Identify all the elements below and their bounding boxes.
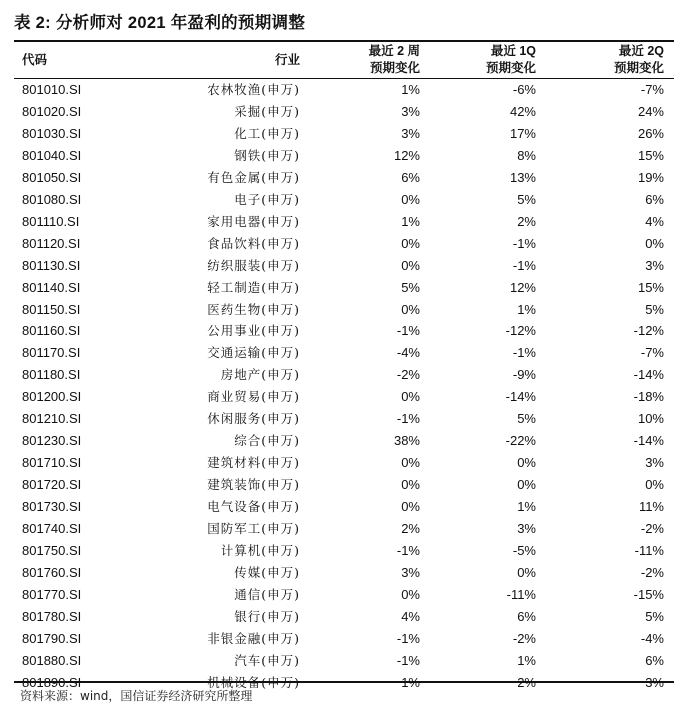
cell-recent-1q: -1% [512,345,536,361]
cell-industry: 电气设备(申万) [207,499,300,515]
cell-code: 801180.SI [22,367,81,383]
table-row [14,101,674,123]
cell-recent-2q: 26% [637,125,664,141]
cell-recent-2q: -15% [633,586,664,602]
cell-code: 801790.SI [22,630,82,646]
cell-industry: 纺织服装(申万) [207,257,300,273]
cell-recent-2q: 15% [637,279,664,295]
cell-code: 801880.SI [22,652,82,668]
cell-code: 801750.SI [22,543,82,559]
cell-recent-1q: 12% [509,279,536,295]
cell-recent-2q: 6% [645,652,664,668]
cell-code: 801770.SI [22,586,82,602]
cell-industry: 轻工制造(申万) [207,279,300,295]
cell-recent-1q: 2% [517,213,536,229]
cell-code: 801740.SI [22,521,82,537]
cell-industry: 非银金融(申万) [207,630,300,646]
cell-recent-2-weeks: 0% [401,477,420,493]
cell-code: 801040.SI [22,147,82,163]
header-recent-1q-line1: 最近 1Q [490,44,536,58]
table-row [14,167,674,189]
header-code: 代码 [22,53,48,67]
cell-recent-2q: -4% [640,630,664,646]
table-row [14,211,674,233]
table-row [14,277,674,299]
header-recent-2-weeks-line2: 预期变化 [369,61,420,75]
cell-code: 801200.SI [22,389,82,405]
table-row [14,299,674,321]
cell-recent-1q: -11% [506,586,536,602]
cell-industry: 医药生物(申万) [207,301,300,317]
cell-recent-1q: -2% [512,630,536,646]
cell-recent-1q: 5% [517,411,536,427]
header-industry: 行业 [274,53,300,67]
cell-recent-2-weeks: -1% [396,323,420,339]
cell-code: 801020.SI [22,103,82,119]
cell-recent-2-weeks: -4% [396,345,420,361]
cell-code: 801110.SI [22,213,80,229]
cell-recent-2q: 0% [645,477,664,493]
cell-code: 801150.SI [22,301,81,317]
cell-code: 801140.SI [22,279,81,295]
cell-code: 801010.SI [22,82,82,97]
cell-code: 801080.SI [22,191,82,207]
cell-recent-2q: -7% [640,345,664,361]
cell-industry: 农林牧渔(申万) [207,82,300,97]
table-row [14,518,674,540]
cell-recent-2q: 24% [637,103,664,119]
cell-recent-2q: -2% [640,521,664,537]
cell-recent-1q: 1% [517,301,536,317]
cell-recent-2-weeks: 3% [401,103,420,119]
cell-industry: 房地产(申万) [220,367,300,383]
cell-recent-2-weeks: 0% [401,586,420,602]
cell-industry: 钢铁(申万) [234,147,300,163]
cell-code: 801230.SI [22,433,82,449]
cell-industry: 家用电器(申万) [207,213,300,229]
cell-recent-2-weeks: -1% [396,630,420,646]
cell-recent-2q: -7% [640,82,664,97]
table-row [14,255,674,277]
cell-recent-2-weeks [314,672,420,694]
table-row [14,540,674,562]
cell-recent-1q: 1% [517,652,536,668]
table-row [14,123,674,145]
table-row [14,233,674,255]
cell-recent-1q: -22% [505,433,536,449]
cell-recent-2q: 4% [645,213,664,229]
cell-recent-1q [434,672,536,694]
table-row [14,474,674,496]
cell-recent-2-weeks: 6% [401,169,420,185]
cell-industry: 计算机(申万) [220,543,300,559]
cell-recent-2q: -14% [633,367,664,383]
cell-recent-2q: 5% [645,301,664,317]
cell-recent-2-weeks: 1% [401,82,420,97]
cell-recent-1q: 5% [517,191,536,207]
cell-recent-2q: -18% [633,389,664,405]
header-recent-2q-line1: 最近 2Q [618,44,664,58]
header-recent-2-weeks [314,43,420,77]
cell-industry: 国防军工(申万) [207,521,300,537]
cell-recent-2-weeks: 0% [401,191,420,207]
cell-recent-2q: 0% [645,235,664,251]
cell-recent-1q: -5% [512,543,536,559]
table-row [14,364,674,386]
table-row [14,342,674,364]
cell-code: 801720.SI [22,477,82,493]
cell-recent-1q: -14% [505,389,536,405]
cell-industry: 建筑材料(申万) [207,455,300,471]
cell-recent-1q: 13% [509,169,536,185]
table-bottom-divider [14,681,674,683]
cell-recent-2-weeks: 0% [401,455,420,471]
cell-industry: 有色金属(申万) [207,169,300,185]
table-row [14,145,674,167]
cell-recent-2-weeks: 0% [401,499,420,515]
header-recent-2-weeks-line1: 最近 2 周 [368,44,420,58]
cell-industry: 休闲服务(申万) [207,411,300,427]
cell-recent-1q: -1% [512,235,536,251]
cell-recent-2q: 10% [637,411,664,427]
cell-code: 801030.SI [22,125,82,141]
cell-industry: 采掘(申万) [234,103,300,119]
cell-industry: 交通运输(申万) [207,345,300,361]
cell-recent-2-weeks: 0% [401,301,420,317]
cell-recent-2-weeks: -2% [396,367,420,383]
table-row [14,452,674,474]
cell-recent-2q: 19% [637,169,664,185]
table-row [14,496,674,518]
cell-recent-1q: 0% [517,564,536,580]
cell-code: 801120.SI [22,235,81,251]
cell-recent-2q: -12% [633,323,664,339]
cell-recent-1q: -12% [505,323,536,339]
cell-industry: 公用事业(申万) [207,323,300,339]
cell-recent-2-weeks: 0% [401,235,420,251]
cell-recent-2q: 6% [645,191,664,207]
cell-industry: 电子(申万) [234,191,300,207]
table-row [14,386,674,408]
cell-recent-2-weeks: 0% [401,389,420,405]
cell-recent-2-weeks: 5% [401,279,420,295]
cell-recent-2q: 3% [645,455,664,471]
cell-recent-2q: -11% [634,543,664,559]
header-recent-1q [434,43,536,77]
source-note: 资料来源：wind，国信证券经济研究所整理 [20,689,253,703]
cell-recent-2q: 5% [645,608,664,624]
table-header [14,42,674,78]
table-title: 表 2: 分析师对 2021 年盈利的预期调整 [14,14,306,32]
cell-industry: 化工(申万) [234,125,300,141]
cell-code: 801730.SI [22,499,82,515]
table-row [14,408,674,430]
cell-recent-2-weeks: 38% [393,433,420,449]
cell-industry: 综合(申万) [234,433,300,449]
cell-industry: 建筑装饰(申万) [207,477,300,493]
cell-recent-1q: 1% [517,499,536,515]
table-row [14,650,674,672]
cell-recent-1q: 17% [509,125,536,141]
cell-code: 801210.SI [22,411,82,427]
cell-industry: 通信(申万) [234,586,300,602]
cell-recent-1q: 42% [509,103,536,119]
cell-code: 801130.SI [22,257,81,273]
cell-industry: 食品饮料(申万) [207,235,300,251]
cell-recent-2-weeks: 3% [401,564,420,580]
cell-recent-2-weeks: -1% [396,543,420,559]
cell-code: 801160.SI [22,323,81,339]
cell-recent-1q: -9% [512,367,536,383]
cell-recent-2q: 3% [645,257,664,273]
cell-recent-2-weeks: 1% [401,213,420,229]
cell-industry: 银行(申万) [234,608,300,624]
cell-code: 801050.SI [22,169,82,185]
cell-recent-1q: 3% [517,521,536,537]
cell-recent-1q: 8% [517,147,536,163]
cell-recent-2q: 11% [638,499,664,515]
cell-recent-2-weeks: 0% [401,257,420,273]
cell-industry: 汽车(申万) [234,652,300,668]
cell-recent-2-weeks: 2% [401,521,420,537]
cell-recent-2q: -14% [633,433,664,449]
cell-recent-2q [554,672,664,694]
cell-code: 801710.SI [22,455,82,471]
cell-recent-2-weeks: -1% [396,411,420,427]
cell-industry: 商业贸易(申万) [207,389,300,405]
cell-industry: 传媒(申万) [234,564,300,580]
table-body [14,79,674,694]
table-row [14,562,674,584]
cell-recent-2-weeks: 3% [401,125,420,141]
table-row [14,189,674,211]
cell-recent-2-weeks: 12% [393,147,420,163]
cell-code: 801780.SI [22,608,82,624]
header-recent-2q [554,43,664,77]
cell-recent-1q: -1% [512,257,536,273]
table-row [14,606,674,628]
cell-code: 801760.SI [22,564,82,580]
table-row [14,320,674,342]
table-row [14,584,674,606]
cell-recent-2-weeks: -1% [396,652,420,668]
cell-recent-1q: -6% [512,82,536,97]
cell-recent-2q: 15% [637,147,664,163]
cell-recent-2-weeks: 4% [401,608,420,624]
cell-recent-1q: 0% [517,477,536,493]
cell-code: 801170.SI [22,345,81,361]
table-row [14,79,674,101]
cell-recent-2q: -2% [640,564,664,580]
header-recent-2q-line2: 预期变化 [613,61,664,75]
cell-recent-1q: 6% [517,608,536,624]
table-row [14,628,674,650]
header-recent-1q-line2: 预期变化 [485,61,536,75]
cell-recent-1q: 0% [517,455,536,471]
table-row [14,430,674,452]
